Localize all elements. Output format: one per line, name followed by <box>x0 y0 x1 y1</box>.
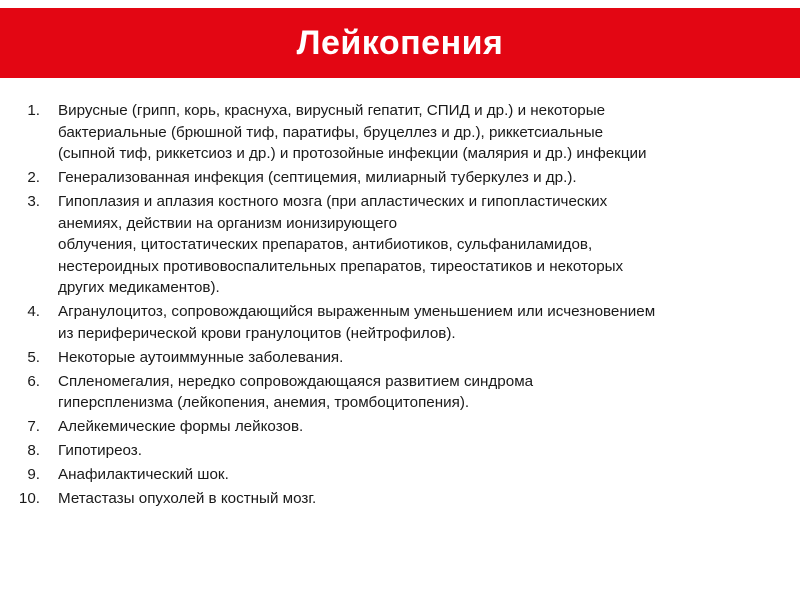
list-item-number: 8. <box>27 442 40 459</box>
causes-list <box>0 100 800 510</box>
list-item-number: 6. <box>27 372 40 390</box>
list-item <box>0 100 800 165</box>
list-item-text: Агранулоцитоз, сопровождающийся выраженным уменьшением или исчезновением из периферической крови гранулоцитов (нейтрофилов). <box>58 303 656 342</box>
list-item-number: 3. <box>27 193 40 210</box>
list-item-text: Анафилактический шок. <box>58 466 229 483</box>
list-item <box>0 440 800 462</box>
list-item-number: 5. <box>27 348 40 366</box>
list-item <box>0 191 800 299</box>
list-item-number: 9. <box>27 466 40 483</box>
list-item-text: Спленомегалия, нередко сопровождающаяся развитием синдрома гиперспленизма (лейкопения, анемия, тромбоцитопения). <box>58 372 534 411</box>
list-item <box>0 167 800 189</box>
list-item-text: Гипотиреоз. <box>58 442 142 459</box>
list-item <box>0 347 800 369</box>
list-item <box>0 371 800 414</box>
page-title: Лейкопения <box>296 23 504 62</box>
list-item-text: Вирусные (грипп, корь, краснуха, вирусный гепатит, СПИД и др.) и некоторые бактериальные (брюшной тиф, паратифы, бруцеллез и др.), риккетсиальные (сыпной тиф, риккетсиоз и др.) и протозойные инфекции (малярия и др.) инфекции <box>58 102 647 162</box>
list-item-text: Генерализованная инфекция (септицемия, милиарный туберкулез и др.). <box>58 169 577 186</box>
list-item <box>0 301 800 344</box>
list-item-text: Гипоплазия и аплазия костного мозга (при апластических и гипопластических анемиях, действии на организм ионизирующего облучения, цитостатических препаратов, антибиотиков, сульфаниламидов, нестероидных противовоспалительных препаратов, тиреостатиков и некоторых других медикаментов). <box>58 193 624 296</box>
list-item-text: Алейкемические формы лейкозов. <box>58 418 304 435</box>
list-item <box>0 464 800 486</box>
list-item <box>0 416 800 438</box>
list-item-number: 10. <box>18 490 40 507</box>
title-bar <box>0 8 800 78</box>
list-item-text: Некоторые аутоиммунные заболевания. <box>58 348 344 366</box>
list-item <box>0 488 800 510</box>
list-item-number: 7. <box>27 418 40 435</box>
list-item-text: Метастазы опухолей в костный мозг. <box>58 490 317 507</box>
list-item-number: 2. <box>27 169 40 186</box>
list-item-number: 1. <box>27 102 40 119</box>
list-item-number: 4. <box>27 303 40 320</box>
content-area <box>0 100 800 512</box>
